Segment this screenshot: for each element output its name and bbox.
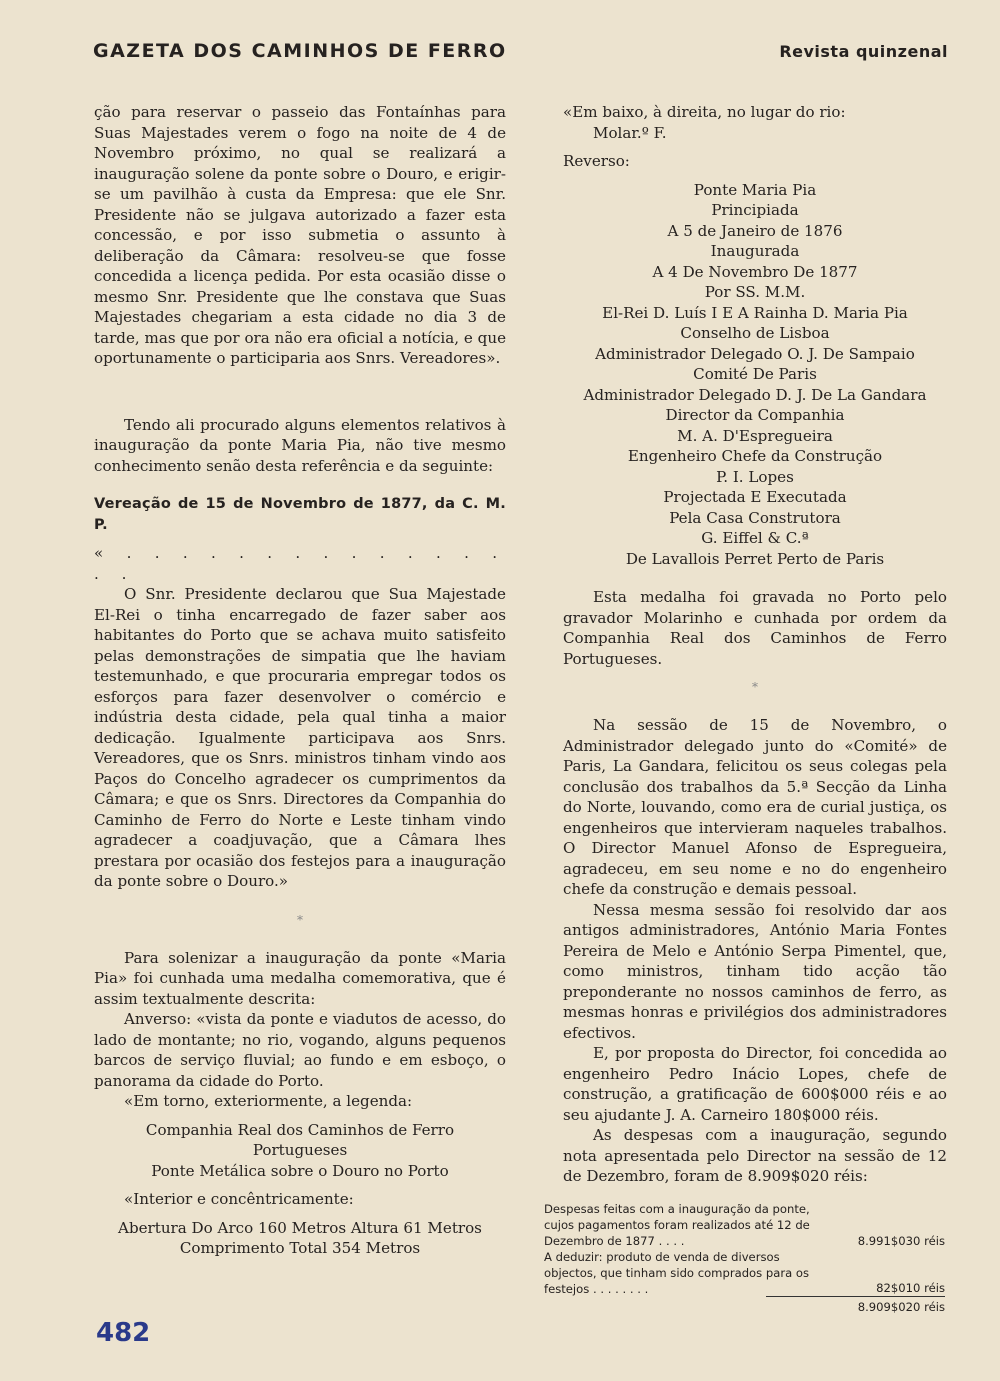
medal-line: Comité De Paris bbox=[693, 365, 817, 383]
paragraph: As despesas com a inauguração, segundo nota apresentada pelo Director na sessão de 12 de Dezembro, foram de 8.909$020 réis: bbox=[563, 1126, 947, 1185]
medal-line: El-Rei D. Luís I E A Rainha D. Maria Pia bbox=[602, 303, 908, 322]
medal-line: Ponte Maria Pia bbox=[693, 180, 817, 199]
expense-total: 8.909$020 réis bbox=[857, 1299, 945, 1314]
paragraph: O Snr. Presidente declarou que Sua Majestade El-Rei o tinha encarregado de fazer saber aos habitantes do Porto que se achava muito satisfeito pelas demonstrações de simpatia que lhe haviam testemunhado, e que procuraria empregar todos os esforços para fazer desenvolver o comércio e indústria desta cidade, pela qual tinha a maior dedicação. Igualmente participava aos Snrs. Vereadores, que os Snrs. ministros tinham vindo aos Paços do Concelho agradecer os cumprimentos da Câmara; e que os Snrs. Directores da Companhia do Caminho de Ferro do Norte e Leste tinham vindo agradecer a coadjuvação, que a Câmara lhes prestara por ocasião dos festejos para a inauguração da ponte sobre o Douro.» bbox=[94, 585, 506, 890]
paragraph: «Interior e concêntricamente: bbox=[124, 1190, 354, 1208]
inner-inscription-line: Comprimento Total 354 Metros bbox=[179, 1239, 421, 1257]
medal-line: De Lavallois Perret Perto de Paris bbox=[625, 549, 885, 568]
paragraph: Anverso: «vista da ponte e viadutos de acesso, do lado de montante; no rio, vogando, alguns pequenos barcos de serviço fluvial; ao fundo e em esboço, o panorama da cidade do Porto. bbox=[94, 1010, 506, 1090]
paragraph: Tendo ali procurado alguns elementos relativos à inauguração da ponte Maria Pia, não tive mesmo conhecimento senão desta referência e da seguinte: bbox=[94, 415, 506, 475]
medal-line: Projectada E Executada bbox=[663, 488, 847, 506]
legend-line: Ponte Metálica sobre o Douro no Porto bbox=[151, 1161, 449, 1180]
medal-line: Engenheiro Chefe da Construção bbox=[627, 447, 883, 465]
paragraph: Para solenizar a inauguração da ponte «Maria Pia» foi cunhada uma medalha comemorativa, que é assim textualmente descrita: bbox=[94, 948, 506, 1008]
medal-line: Conselho de Lisboa bbox=[680, 324, 830, 342]
expense-description: Despesas feitas com a inauguração da ponte, cujos pagamentos foram realizados até 12 de Dezembro de 1877 . . . . bbox=[544, 1201, 810, 1248]
section-separator: * bbox=[297, 912, 303, 927]
paragraph: Na sessão de 15 de Novembro, o Administrador delegado junto do «Comité» de Paris, La Gandara, felicitou os seus colegas pela conclusão dos trabalhos da 5.ª Secção da Linha do Norte, louvando, como era de curial justiça, os engenheiros que intervieram naqueles trabalhos. O Director Manuel Afonso de Espregueira, agradeceu, em seu nome e no do engenheiro chefe da construção e demais pessoal. bbox=[563, 716, 947, 898]
inner-inscription-line: Abertura Do Arco 160 Metros Altura 61 Metros bbox=[118, 1218, 482, 1237]
page-header bbox=[93, 40, 948, 66]
medal-line: Administrador Delegado D. J. De La Gandara bbox=[583, 385, 927, 404]
ellipsis-line: « . . . . . . . . . . . . . . . . bbox=[94, 544, 506, 583]
medal-line: Principiada bbox=[711, 201, 799, 219]
medal-line: Por SS. M.M. bbox=[704, 283, 806, 301]
section-separator: * bbox=[752, 680, 758, 694]
medal-line: Director da Companhia bbox=[665, 406, 845, 424]
journal-subtitle: Revista quinzenal bbox=[779, 42, 948, 61]
medal-inscription bbox=[563, 180, 947, 570]
medal-line: G. Eiffel & C.ª bbox=[701, 529, 809, 547]
legend-line: Portugueses bbox=[252, 1141, 348, 1159]
expense-amount: 8.991$030 réis bbox=[857, 1233, 945, 1248]
page-number: 482 bbox=[96, 1318, 151, 1348]
left-column bbox=[94, 102, 506, 1259]
engraver-mark: Molar.º F. bbox=[593, 123, 667, 142]
medal-line: A 4 De Novembro De 1877 bbox=[652, 262, 858, 281]
medal-line: Inaugurada bbox=[710, 242, 800, 260]
right-column bbox=[544, 102, 947, 1315]
paragraph: E, por proposta do Director, foi concedida ao engenheiro Pedro Inácio Lopes, chefe de construção, a gratificação de 600$000 réis e ao seu ajudante J. A. Carneiro 180$000 réis. bbox=[563, 1044, 947, 1124]
expenses-table bbox=[530, 1201, 945, 1315]
paragraph: ção para reservar o passeio das Fontaínhas para Suas Majestades verem o fogo na noite de 4 de Novembro próximo, no qual se realizará a inauguração solene da ponte sobre o Douro, e erigir-se um pavilhão à custa da Empresa: que ele Snr. Presidente não se julgava autorizado a fazer esta concessão, e por isso submetia o assunto à deliberação da Câmara: resolveu-se que fosse concedida a licença pedida. Por esta ocasião disse o mesmo Snr. Presidente que lhe constava que Suas Majestades chegariam a esta cidade no dia 3 de tarde, mas que por ora não era oficial a notícia, e que oportunamente o participaria aos Snrs. Vereadores». bbox=[94, 103, 506, 367]
paragraph: «Em torno, exteriormente, a legenda: bbox=[124, 1092, 413, 1110]
medal-line: Administrador Delegado O. J. De Sampaio bbox=[595, 344, 915, 363]
expense-row bbox=[530, 1201, 945, 1249]
journal-title: GAZETA DOS CAMINHOS DE FERRO bbox=[93, 40, 507, 62]
deduction-description: A deduzir: produto de venda de diversos objectos, que tinham sido comprados para os festejos . . . . . . . . bbox=[544, 1249, 810, 1296]
medal-line: Pela Casa Construtora bbox=[669, 508, 841, 527]
medal-line: M. A. D'Espregueira bbox=[677, 426, 833, 445]
paragraph: Nessa mesma sessão foi resolvido dar aos antigos administradores, António Maria Fontes Pereira de Melo e António Serpa Pimentel, que, como ministros, tinham tido acção tão preponderante no nossos caminhos de ferro, as mesmas honras e privilégios dos administradores efectivos. bbox=[563, 900, 947, 1042]
medal-line: P. I. Lopes bbox=[716, 467, 794, 486]
reverse-label: Reverso: bbox=[563, 152, 630, 170]
legend-line: Companhia Real dos Caminhos de Ferro bbox=[145, 1120, 455, 1139]
expense-row bbox=[530, 1249, 945, 1297]
paragraph: Esta medalha foi gravada no Porto pelo gravador Molarinho e cunhada por ordem da Companhia Real dos Caminhos de Ferro Portugueses. bbox=[563, 588, 947, 668]
deduction-amount: 82$010 réis bbox=[766, 1280, 945, 1297]
paragraph: «Em baixo, à direita, no lugar do rio: bbox=[563, 103, 846, 121]
medal-line: A 5 de Janeiro de 1876 bbox=[667, 221, 843, 240]
section-subheading: Vereação de 15 de Novembro de 1877, da C. M. P. bbox=[94, 496, 506, 533]
